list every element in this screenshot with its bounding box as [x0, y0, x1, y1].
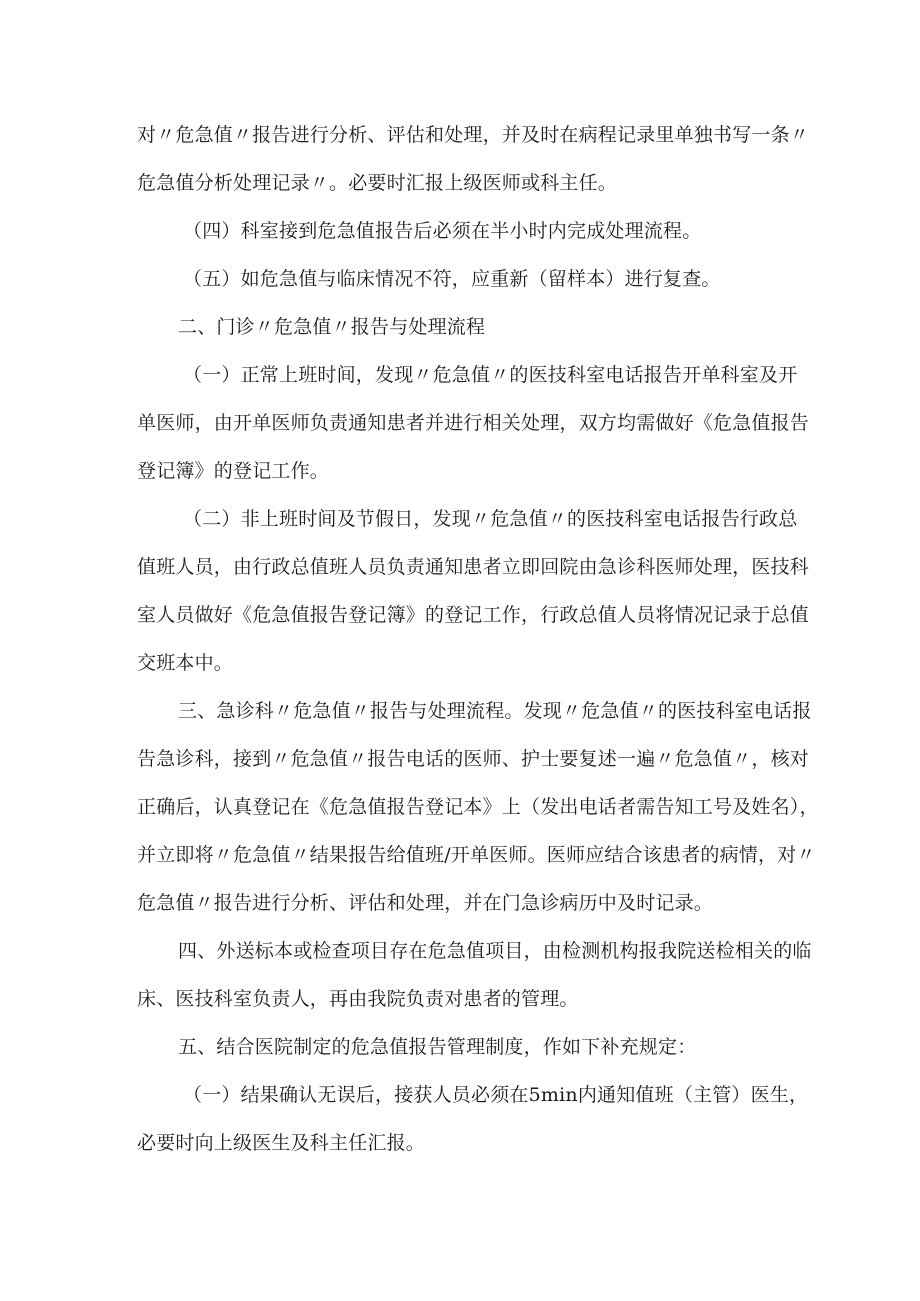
text-line: 正确后，认真登记在《危急值报告登记本》上（发出电话者需告知工号及姓名）， — [137, 796, 819, 818]
text-line: 值班人员，由行政总值班人员负责通知患者立即回院由急诊科医师处理，医技科 — [137, 556, 810, 578]
text-line: （一）正常上班时间，发现〃危急值〃的医技科室电话报告开单科室及开 — [183, 364, 798, 386]
section-heading: 五、结合医院制定的危急值报告管理制度，作如下补充规定： — [178, 1036, 697, 1058]
text-line: 并立即将〃危急值〃结果报告给值班/开单医师。医师应结合该患者的病情，对〃 — [137, 844, 816, 866]
text-line: 单医师，由开单医师负责通知患者并进行相关处理，双方均需做好《危急值报告 — [137, 412, 810, 434]
text-line: 危急值分析处理记录〃。必要时汇报上级医师或科主任。 — [137, 172, 618, 194]
text-line: 危急值〃报告进行分析、评估和处理，并在门急诊病历中及时记录。 — [137, 892, 714, 914]
text-line: 登记簿》的登记工作。 — [137, 460, 330, 482]
text-line: （五）如危急值与临床情况不符，应重新（留样本）进行复查。 — [183, 268, 721, 290]
text-line: 必要时向上级医生及科主任汇报。 — [137, 1132, 426, 1154]
section-heading: 三、急诊科〃危急值〃报告与处理流程。发现〃危急值〃的医技科室电话报 — [178, 700, 812, 722]
section-heading: 二、门诊〃危急值〃报告与处理流程 — [178, 316, 486, 338]
text-line: 对〃危急值〃报告进行分析、评估和处理，并及时在病程记录里单独书写一条〃 — [137, 124, 810, 146]
text-line: 交班本中。 — [137, 652, 234, 674]
text-line: 床、医技科室负责人，再由我院负责对患者的管理。 — [137, 988, 579, 1010]
text-line: （二）非上班时间及节假日，发现〃危急值〃的医技科室电话报告行政总 — [183, 508, 798, 530]
text-line: 告急诊科，接到〃危急值〃报告电话的医师、护士要复述一遍〃危急值〃，核对 — [137, 748, 810, 770]
text-line: （一）结果确认无误后，接获人员必须在5min内通知值班（主管）医生， — [183, 1084, 809, 1106]
text-line: 室人员做好《危急值报告登记簿》的登记工作，行政总值人员将情况记录于总值 — [137, 604, 810, 626]
text-line: （四）科室接到危急值报告后必须在半小时内完成处理流程。 — [183, 220, 702, 242]
section-heading: 四、外送标本或检查项目存在危急值项目，由检测机构报我院送检相关的临 — [178, 940, 812, 962]
